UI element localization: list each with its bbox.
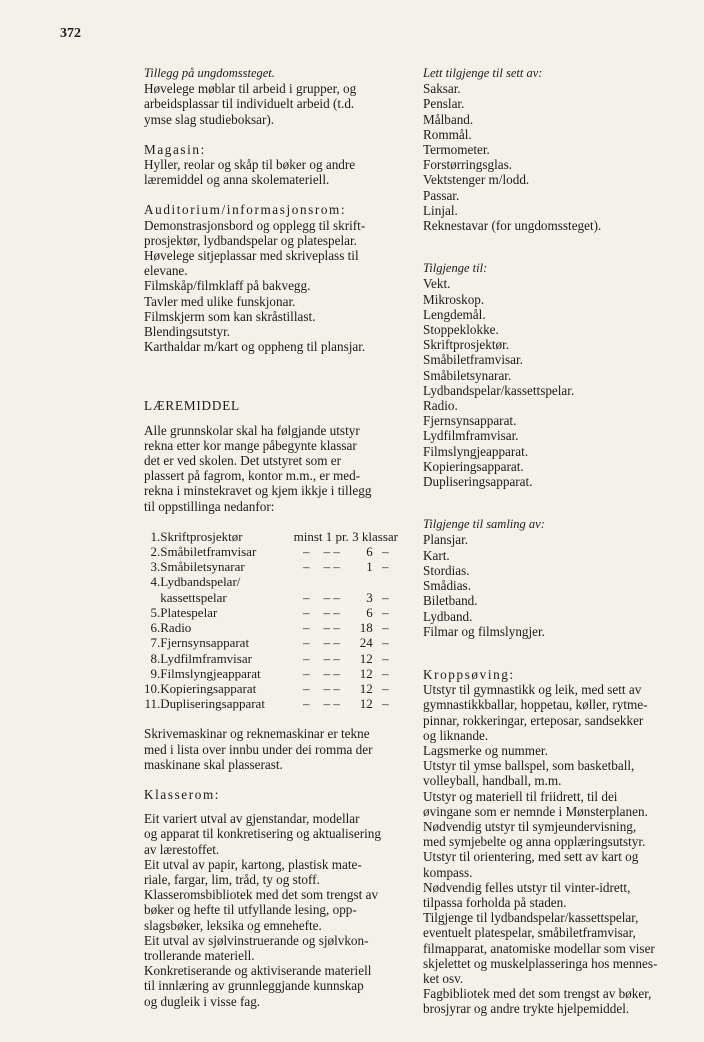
list-item: Kopieringsapparat. xyxy=(423,458,524,474)
item-name: Småbiletframvisar xyxy=(160,544,257,560)
text-line: Filmskjerm som kan skråstillast. xyxy=(144,308,316,324)
item-quantity: 1 xyxy=(366,559,373,575)
text-line: elevane. xyxy=(144,263,188,279)
text-line: Nødvendig felles utstyr til vinter-idrett, xyxy=(423,879,631,895)
text-line: plassert på fagrom, kontor m.m., er med- xyxy=(144,468,361,484)
text-line: Tavler med ulike funskjonar. xyxy=(144,293,296,309)
item-name: Dupliseringsapparat xyxy=(160,696,265,712)
table-row xyxy=(144,635,398,650)
item-quantity: 12 xyxy=(359,665,373,681)
section-laeremiddel xyxy=(144,398,398,513)
dash: – – xyxy=(323,680,340,696)
text-line: Eit utval av papir, kartong, plastisk mate- xyxy=(144,856,362,872)
section-title: Auditorium/informasjonsrom: xyxy=(144,202,347,218)
section-title: Tilgjenge til: xyxy=(423,261,488,276)
text-line: Eit utval av sjølvinstruerande og sjølvkon- xyxy=(144,932,369,948)
dash: – – xyxy=(323,665,340,681)
table-row xyxy=(144,696,398,711)
list-item: Lydbandspelar/kassettspelar. xyxy=(423,382,575,398)
section-title: Klasserom: xyxy=(144,786,221,802)
item-quantity: 12 xyxy=(359,650,373,666)
table-row xyxy=(144,651,398,666)
dash: – xyxy=(382,604,389,620)
text-line: volleyball, handball, m.m. xyxy=(423,773,562,789)
dash: – – xyxy=(323,589,340,605)
item-name: Skriftprosjektør xyxy=(160,528,243,544)
item-quantity: 6 xyxy=(366,604,373,620)
list-item: Mikroskop. xyxy=(423,291,485,307)
text-line: prosjektør, lydbandspelar og platespelar. xyxy=(144,232,357,248)
table-row xyxy=(144,529,398,544)
text-line: eventuelt platespelar, småbiletframvisar, xyxy=(423,925,636,941)
item-name: kassettspelar xyxy=(160,589,227,605)
dash: – xyxy=(382,620,389,636)
dash: – xyxy=(382,544,389,560)
text-line: rekna etter kor mange påbegynte klassar xyxy=(144,437,357,453)
dash xyxy=(294,574,319,589)
list-item: Rommål. xyxy=(423,126,472,142)
text-line: og dugleik i visse fag. xyxy=(144,993,261,1009)
text-line: brosjyrar og andre trykte hjelpemiddel. xyxy=(423,1001,630,1017)
item-number: 1. xyxy=(150,528,161,544)
dash: – xyxy=(302,635,310,651)
text-line: Klasseromsbibliotek med det som trengst av xyxy=(144,887,379,903)
table-row xyxy=(144,574,398,589)
item-quantity: 3 xyxy=(366,589,373,605)
section-ungdomssteget xyxy=(144,66,398,127)
text-line: Konkretiserande og aktiviserande materiell xyxy=(144,963,372,979)
text-line: øvingane som er nemnde i Mønsterplanen. xyxy=(423,803,648,819)
text-line: ymse slag studieboksar). xyxy=(144,111,275,127)
list-item: Småbiletframvisar. xyxy=(423,352,523,368)
dash: – – xyxy=(323,635,340,651)
list-item: Vekt. xyxy=(423,276,451,292)
item-name: Radio xyxy=(160,620,192,636)
text-line: kompass. xyxy=(423,864,473,880)
dash: – – xyxy=(323,650,340,666)
item-quantity: 6 xyxy=(366,544,373,560)
text-line: læremiddel og anna skolemateriell. xyxy=(144,172,330,188)
item-name: Fjernsynsapparat xyxy=(160,635,250,651)
text-line: Filmskåp/filmklaff på bakvegg. xyxy=(144,278,311,294)
item-quantity: 12 xyxy=(359,680,373,696)
text-line: Lagsmerke og nummer. xyxy=(423,742,548,758)
text-line: Utstyr til ymse ballspel, som basketball, xyxy=(423,758,635,774)
text-line: Alle grunnskolar skal ha følgjande utstyr xyxy=(144,422,360,438)
table-row xyxy=(144,544,398,559)
list-item: Fjernsynsapparat. xyxy=(423,413,517,429)
list-item: Linjal. xyxy=(423,202,458,218)
item-name: Filmslyngjeapparat xyxy=(160,665,261,681)
text-line: maskinane skal plasserast. xyxy=(144,756,283,772)
table-row xyxy=(144,620,398,635)
section-klasserom xyxy=(144,787,398,1009)
text-line: til innlæring av grunnleggjande kunnskap xyxy=(144,978,364,994)
text-line: Demonstrasjonsbord og opplegg til skrift- xyxy=(144,217,366,233)
text-line: og liknande. xyxy=(423,727,489,743)
list-item: Passar. xyxy=(423,187,460,203)
dash: – xyxy=(302,620,310,636)
text-line: Høvelege sitjeplassar med skriveplass til xyxy=(144,248,359,264)
text-line: med symjebelte og anna opplæringsutstyr. xyxy=(423,834,646,850)
dash: – xyxy=(382,665,389,681)
list-item: Lengdemål. xyxy=(423,306,486,322)
item-quantity: 12 xyxy=(359,696,373,712)
text-line: med i lista over innbu under dei romma der xyxy=(144,741,373,757)
dash: – – xyxy=(323,559,340,575)
item-number: 11. xyxy=(144,696,161,712)
text-line: og apparat til konkretisering og aktualisering xyxy=(144,826,381,842)
list-item: Dupliseringsapparat. xyxy=(423,474,533,490)
section-lett-tilgjenge xyxy=(423,66,685,233)
text-line: skjelettet og muskelplasseringa hos mennes- xyxy=(423,955,658,971)
item-name: Lydfilmframvisar xyxy=(160,650,252,666)
dash: – xyxy=(382,635,389,651)
text-line: gymnastikkballar, hoppetau, køller, rytme- xyxy=(423,697,648,713)
table-row xyxy=(144,605,398,620)
dash: – – xyxy=(323,696,340,712)
item-name: Småbiletsynarar xyxy=(160,559,245,575)
text-line: Høvelege møblar til arbeid i grupper, og xyxy=(144,81,357,97)
dash: – xyxy=(382,680,389,696)
text-line: Tilgjenge til lydbandspelar/kassettspelar, xyxy=(423,910,639,926)
text-line: Eit variert utval av gjenstandar, modellar xyxy=(144,811,360,827)
section-title: Lett tilgjenge til sett av: xyxy=(423,66,543,80)
item-number: 8. xyxy=(150,650,161,666)
dash: – xyxy=(302,604,310,620)
list-item: Lydfilmframvisar. xyxy=(423,428,519,444)
list-item: Forstørringsglas. xyxy=(423,157,513,173)
list-item: Stordias. xyxy=(423,562,470,578)
item-number: 2. xyxy=(150,544,161,560)
text-line: pinnar, rokkeringar, erteposar, sandsekker xyxy=(423,712,644,728)
page-number: 372 xyxy=(60,26,81,41)
dash: – – xyxy=(323,620,340,636)
dash xyxy=(319,574,345,589)
section-tilgjenge xyxy=(423,261,685,489)
text-line: Karthaldar m/kart og oppheng til plansjar. xyxy=(144,339,366,355)
item-quantity: 24 xyxy=(359,635,373,651)
text-line: til oppstillinga nedanfor: xyxy=(144,498,275,514)
text-line: riale, fargar, lim, tråd, ty og stoff. xyxy=(144,871,320,887)
item-number xyxy=(144,590,160,605)
list-item: Kart. xyxy=(423,547,450,563)
text-line: slagsbøker, leksika og emnehefte. xyxy=(144,917,322,933)
text-line: arbeidsplassar til individuelt arbeid (t.d. xyxy=(144,96,355,112)
table-row xyxy=(144,681,398,696)
list-item: Filmar og filmslyngjer. xyxy=(423,623,545,639)
item-number: 4. xyxy=(150,574,161,590)
text-line: filmapparat, anatomiske modellar som viser xyxy=(423,940,655,956)
section-title: Tillegg på ungdomssteget. xyxy=(144,66,275,80)
dash: – xyxy=(302,696,310,712)
section-title: Magasin: xyxy=(144,141,206,157)
right-column xyxy=(423,66,685,1017)
section-skrivemaskinar xyxy=(144,726,398,772)
table-header: minst 1 pr. 3 klassar xyxy=(293,528,398,544)
text-line: det er ved skolen. Det utstyret som er xyxy=(144,453,342,469)
item-number: 6. xyxy=(150,620,161,636)
section-title: LÆREMIDDEL xyxy=(144,398,240,414)
list-item: Saksar. xyxy=(423,81,461,97)
item-number: 7. xyxy=(150,635,161,651)
item-name: Kopieringsapparat xyxy=(160,680,257,696)
item-number: 3. xyxy=(150,559,161,575)
left-column xyxy=(144,66,398,1009)
table-row xyxy=(144,559,398,574)
table-row xyxy=(144,590,398,605)
text-line: Skrivemaskinar og reknemaskinar er tekne xyxy=(144,726,370,742)
text-line: trollerande materiell. xyxy=(144,947,255,963)
list-item: Vektstenger m/lodd. xyxy=(423,172,530,188)
list-item: Reknestavar (for ungdomssteget). xyxy=(423,218,602,234)
dash: – xyxy=(382,696,389,712)
dash: – xyxy=(302,665,310,681)
text-line: Utstyr til orientering, med sett av kart og xyxy=(423,849,639,865)
text-line: Utstyr og materiell til friidrett, til dei xyxy=(423,788,618,804)
section-title: Tilgjenge til samling av: xyxy=(423,517,545,532)
text-line: Nødvendig utstyr til symjeundervisning, xyxy=(423,818,637,834)
list-item: Biletband. xyxy=(423,593,478,609)
section-auditorium xyxy=(144,202,398,354)
item-number: 9. xyxy=(150,665,161,681)
list-item: Småbiletsynarar. xyxy=(423,367,512,383)
table-row xyxy=(144,666,398,681)
dash: – xyxy=(382,650,389,666)
text-line: rekna i minstekravet og kjem ikkje i tillegg xyxy=(144,483,372,499)
item-quantity xyxy=(344,574,372,589)
text-line: bøker og hefte til utfyllande lesing, opp- xyxy=(144,902,357,918)
list-item: Termometer. xyxy=(423,142,490,158)
text-line: Utstyr til gymnastikk og leik, med sett av xyxy=(423,682,642,698)
dash: – xyxy=(382,589,389,605)
list-item: Smådias. xyxy=(423,578,471,594)
item-number: 10. xyxy=(144,680,161,696)
item-number: 5. xyxy=(150,604,161,620)
dash xyxy=(373,574,398,589)
dash: – xyxy=(302,680,310,696)
list-item: Skriftprosjektør. xyxy=(423,337,510,353)
dash: – – xyxy=(323,604,340,620)
dash: – xyxy=(302,559,310,575)
text-line: ket osv. xyxy=(423,970,464,986)
list-item: Plansjar. xyxy=(423,532,469,548)
list-item: Stoppeklokke. xyxy=(423,322,499,338)
dash: – xyxy=(302,650,310,666)
section-samling xyxy=(423,517,685,639)
list-item: Målband. xyxy=(423,111,474,127)
dash: – xyxy=(382,559,389,575)
list-item: Radio. xyxy=(423,398,458,414)
text-line: tilpassa forholda på staden. xyxy=(423,894,567,910)
item-name: Lydbandspelar/ xyxy=(160,574,241,590)
list-item: Lydband. xyxy=(423,608,473,624)
section-title: Kroppsøving: xyxy=(423,666,515,682)
list-item: Penslar. xyxy=(423,96,465,112)
dash: – – xyxy=(323,544,340,560)
dash: – xyxy=(302,544,310,560)
section-magasin xyxy=(144,142,398,188)
text-line: Blendingsutstyr. xyxy=(144,324,231,340)
item-name: Platespelar xyxy=(160,604,218,620)
list-item: Filmslyngjeapparat. xyxy=(423,443,529,459)
section-kroppsoving xyxy=(423,667,685,1017)
equipment-table xyxy=(144,529,398,711)
text-line: av lærestoffet. xyxy=(144,841,220,857)
item-quantity: 18 xyxy=(359,620,373,636)
dash: – xyxy=(302,589,310,605)
text-line: Fagbibliotek med det som trengst av bøker, xyxy=(423,986,652,1002)
text-line: Hyller, reolar og skåp til bøker og andre xyxy=(144,157,356,173)
